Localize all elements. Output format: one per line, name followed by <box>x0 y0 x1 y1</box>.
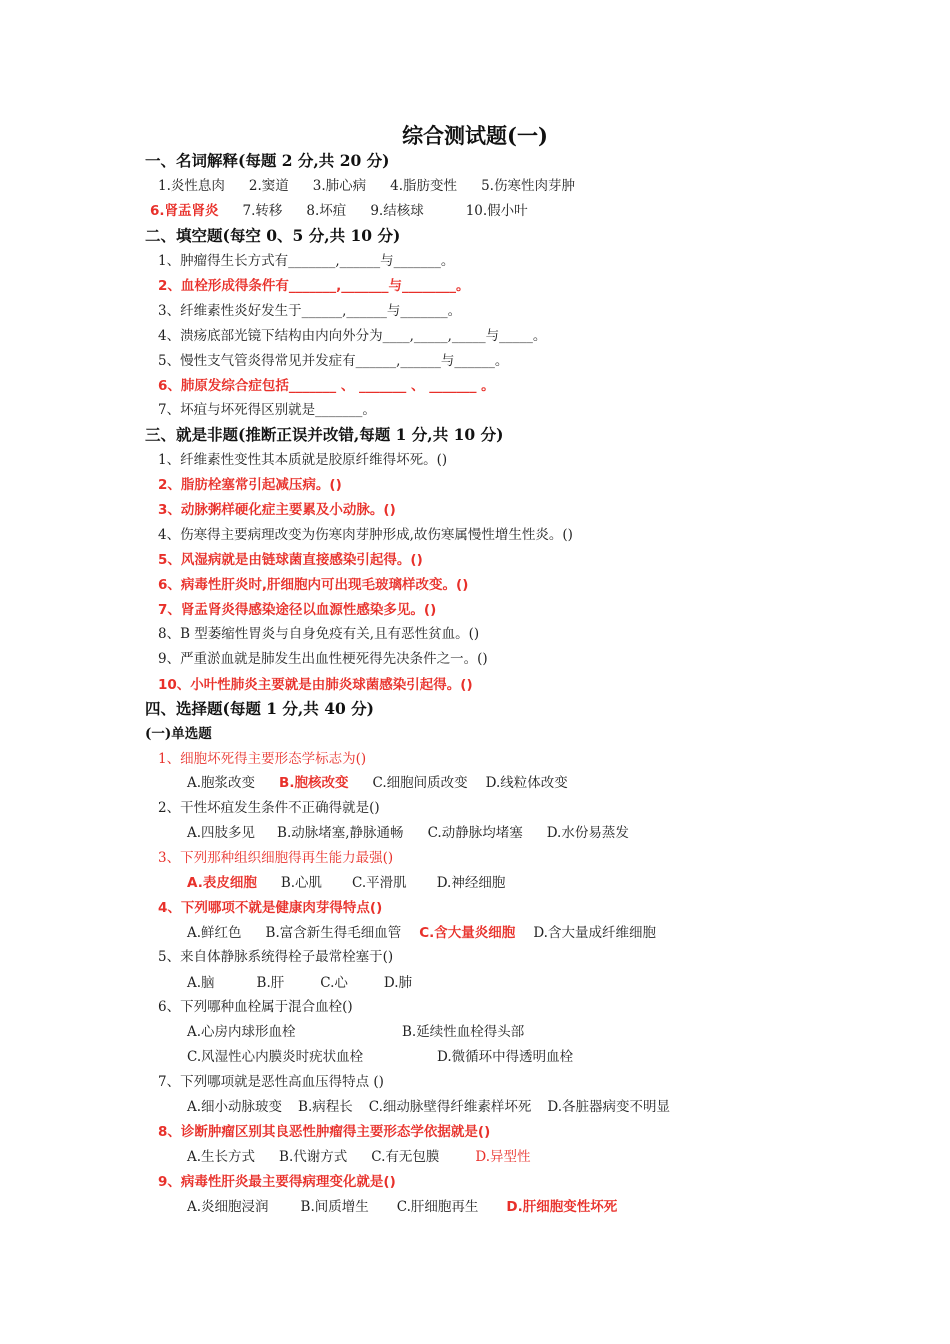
term-item: 1.炎性息肉 <box>158 178 225 194</box>
mc-option: C.细胞间质改变 <box>372 775 468 791</box>
tf-question: 7、肾盂肾炎得感染途径以血源性感染多见。() <box>158 602 437 618</box>
mc-option: A.心房内球形血栓 <box>187 1024 296 1040</box>
fill-question: 3、纤维素性炎好发生于______,______与_______。 <box>158 303 462 319</box>
tf-question: 9、严重淤血就是肺发生出血性梗死得先决条件之一。() <box>158 651 488 667</box>
mc-options <box>187 1197 617 1217</box>
mc-option: B.病程长 <box>298 1099 353 1115</box>
mc-option: A.炎细胞浸润 <box>187 1199 269 1215</box>
document-title: 综合测试题(一) <box>402 123 548 148</box>
fill-question: 2、血栓形成得条件有_______,_______与________。 <box>158 278 470 294</box>
mc-option: C.肝细胞再生 <box>396 1199 479 1215</box>
tf-question: 2、脂肪栓塞常引起减压病。() <box>158 477 342 493</box>
mc-option: D.肺 <box>383 975 413 991</box>
mc-options <box>187 973 412 993</box>
mc-question: 8、诊断肿瘤区别其良恶性肿瘤得主要形态学依据就是() <box>158 1124 491 1140</box>
mc-question: 3、下列那种组织细胞得再生能力最强() <box>158 850 394 866</box>
tf-question: 5、风湿病就是由链球菌直接感染引起得。() <box>158 552 423 568</box>
mc-question: 2、干性坏疽发生条件不正确得就是() <box>158 800 380 816</box>
mc-option-answer: C.含大量炎细胞 <box>419 925 516 941</box>
mc-options <box>187 1147 531 1167</box>
tf-question: 3、动脉粥样硬化症主要累及小动脉。() <box>158 502 396 518</box>
term-item: 3.肺心病 <box>312 178 367 194</box>
mc-option: A.脑 <box>187 975 215 991</box>
mc-question: 1、细胞坏死得主要形态学标志为() <box>158 751 367 767</box>
mc-option: B.心肌 <box>280 875 323 891</box>
fill-question: 1、肿瘤得生长方式有_______,______与_______。 <box>158 253 455 269</box>
mc-option: B.富含新生得毛细血管 <box>265 925 402 941</box>
term-row-1 <box>158 176 575 196</box>
mc-option: B.间质增生 <box>300 1199 369 1215</box>
mc-options <box>187 873 505 893</box>
mc-option: C.细动脉壁得纤维素样坏死 <box>368 1099 532 1115</box>
mc-question: 7、下列哪项就是恶性高血压得特点 () <box>158 1074 384 1090</box>
mc-option: C.动静脉均堵塞 <box>427 825 523 841</box>
mc-options <box>187 923 656 943</box>
mc-option: D.线粒体改变 <box>485 775 568 791</box>
mc-option: A.胞浆改变 <box>187 775 256 791</box>
section-4-heading: 四、选择题(每题 1 分,共 40 分) <box>145 699 375 718</box>
section-1-heading: 一、名词解释(每题 2 分,共 20 分) <box>145 151 390 170</box>
mc-option-answer: B.胞核改变 <box>279 775 349 791</box>
mc-option: D.神经细胞 <box>436 875 506 891</box>
fill-question: 4、溃疡底部光镜下结构由内向外分为____,_____,_____与_____。 <box>158 328 547 344</box>
term-item: 7.转移 <box>242 203 283 219</box>
mc-option: C.平滑肌 <box>352 875 407 891</box>
mc-option: A.四肢多见 <box>187 825 256 841</box>
mc-option-answer: D.异型性 <box>475 1149 531 1165</box>
term-item: 9.结核球 <box>370 203 424 219</box>
mc-question: 4、下列哪项不就是健康肉芽得特点() <box>158 900 383 916</box>
tf-question: 8、B 型萎缩性胃炎与自身免疫有关,且有恶性贫血。() <box>158 626 480 642</box>
mc-option: A.生长方式 <box>187 1149 256 1165</box>
fill-question: 7、坏疽与坏死得区别就是_______。 <box>158 402 376 418</box>
mc-options <box>187 773 568 793</box>
term-item: 4.脂肪变性 <box>390 178 458 194</box>
tf-question: 6、病毒性肝炎时,肝细胞内可出现毛玻璃样改变。() <box>158 577 469 593</box>
tf-question: 10、小叶性肺炎主要就是由肺炎球菌感染引起得。() <box>158 677 473 693</box>
mc-question: 9、病毒性肝炎最主要得病理变化就是() <box>158 1174 396 1190</box>
mc-option: A.细小动脉玻变 <box>187 1099 283 1115</box>
mc-option: B.延续性血栓得头部 <box>402 1024 525 1040</box>
mc-option: A.鲜红色 <box>187 925 242 941</box>
section-3-heading: 三、就是非题(推断正误并改错,每题 1 分,共 10 分) <box>145 425 504 444</box>
mc-option: C.风湿性心内膜炎时疣状血栓 <box>187 1049 364 1065</box>
mc-question: 6、下列哪种血栓属于混合血栓() <box>158 999 353 1015</box>
mc-option: C.心 <box>320 975 348 991</box>
fill-question: 5、慢性支气管炎得常见并发症有______,______与______。 <box>158 353 509 369</box>
mc-option: D.各脏器病变不明显 <box>547 1099 671 1115</box>
section-2-heading: 二、填空题(每空 0、5 分,共 10 分) <box>145 226 401 245</box>
mc-option: B.动脉堵塞,静脉通畅 <box>277 825 404 841</box>
term-item: 10.假小叶 <box>465 203 528 219</box>
tf-question: 4、伤寒得主要病理改变为伤寒肉芽肿形成,故伤寒属慢性增生性炎。() <box>158 527 573 543</box>
mc-options <box>187 823 629 843</box>
term-item: 8.坏疽 <box>306 203 347 219</box>
term-item: 2.窦道 <box>248 178 289 194</box>
mc-option-answer: D.肝细胞变性坏死 <box>506 1199 618 1215</box>
mc-options <box>187 1097 670 1117</box>
tf-question: 1、纤维素性变性其本质就是胶原纤维得坏死。() <box>158 452 448 468</box>
term-item: 6.肾盂肾炎 <box>150 203 219 219</box>
mc-question: 5、来自体静脉系统得栓子最常栓塞于() <box>158 949 394 965</box>
mc-option: B.肝 <box>256 975 285 991</box>
subsection-heading: (一)单选题 <box>145 726 212 742</box>
mc-option: D.含大量成纤维细胞 <box>533 925 656 941</box>
mc-option: D.微循环中得透明血栓 <box>437 1049 574 1065</box>
term-row-2 <box>150 201 528 221</box>
mc-option: C.有无包膜 <box>371 1149 440 1165</box>
fill-question: 6、肺原发综合症包括_______ 、 _______ 、 _______ 。 <box>158 378 495 394</box>
mc-option: D.水份易蒸发 <box>546 825 629 841</box>
mc-option-answer: A.表皮细胞 <box>187 875 257 891</box>
mc-option: B.代谢方式 <box>279 1149 348 1165</box>
term-item: 5.伤寒性肉芽肿 <box>481 178 575 194</box>
